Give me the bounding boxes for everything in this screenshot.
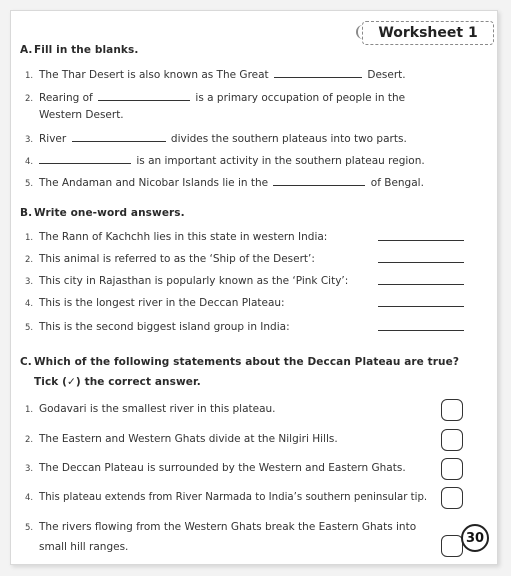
question-text: is an important activity in the southern plateau region. — [136, 155, 425, 167]
one-word-question-3 — [25, 275, 348, 289]
question-number: 2. — [25, 435, 34, 445]
tick-box-1[interactable] — [441, 399, 463, 421]
section-a-letter: A. — [20, 44, 33, 56]
question-number: 4. — [25, 299, 34, 309]
question-text: of Bengal. — [370, 177, 424, 189]
question-text: The Andaman and Nicobar Islands lie in the — [39, 177, 269, 189]
question-text: The Rann of Kachchh lies in this state in western India: — [39, 231, 328, 243]
true-false-statement-2 — [25, 433, 338, 447]
question-text: is a primary occupation of people in the — [195, 92, 406, 104]
true-false-statement-3 — [25, 462, 406, 476]
fill-blank-2[interactable] — [98, 90, 190, 101]
question-number: 4. — [25, 157, 34, 167]
true-false-statement-5-line2: small hill ranges. — [39, 541, 129, 553]
fill-blank-question-2 — [25, 90, 405, 106]
question-text: This plateau extends from River Narmada to India’s southern peninsular tip. — [39, 492, 428, 503]
question-text: This city in Rajasthan is popularly known as the ‘Pink City’: — [39, 275, 349, 287]
question-number: 2. — [25, 94, 34, 104]
fill-blank-5[interactable] — [273, 175, 365, 186]
question-text: This animal is referred to as the ‘Ship of the Desert’: — [39, 253, 315, 265]
question-text: Godavari is the smallest river in this plateau. — [39, 403, 276, 415]
true-false-statement-4 — [25, 491, 427, 505]
question-text: The Thar Desert is also known as The Great — [39, 69, 269, 81]
question-text: The Eastern and Western Ghats divide at the Nilgiri Hills. — [39, 433, 338, 445]
fill-blank-question-1 — [25, 67, 406, 83]
fill-blank-question-3 — [25, 131, 407, 147]
section-b-title: Write one-word answers. — [34, 207, 185, 219]
page-number-badge: 30 — [461, 524, 489, 552]
section-c-title-line1: Which of the following statements about the Deccan Plateau are true? — [34, 356, 460, 368]
section-a-heading — [20, 44, 138, 56]
question-text: This is the longest river in the Deccan Plateau: — [39, 297, 285, 309]
fill-blank-question-2-line2: Western Desert. — [39, 109, 124, 121]
fill-blank-3[interactable] — [72, 131, 166, 142]
one-word-question-5 — [25, 321, 290, 335]
fill-blank-1[interactable] — [274, 67, 362, 78]
section-c-heading — [20, 356, 459, 368]
section-b-letter: B. — [20, 207, 33, 219]
question-text: This is the second biggest island group in India: — [39, 321, 290, 333]
answer-line-5[interactable] — [378, 330, 464, 331]
question-number: 1. — [25, 233, 34, 243]
section-a-title: Fill in the blanks. — [34, 44, 139, 56]
question-text: Rearing of — [39, 92, 93, 104]
true-false-statement-5 — [25, 521, 416, 535]
section-c-letter: C. — [20, 356, 32, 368]
true-false-statement-1 — [25, 403, 276, 417]
question-number: 3. — [25, 277, 34, 287]
question-number: 3. — [25, 464, 34, 474]
question-text: The Deccan Plateau is surrounded by the Western and Eastern Ghats. — [39, 462, 406, 474]
answer-line-2[interactable] — [378, 262, 464, 263]
worksheet-title: Worksheet 1 — [362, 21, 494, 45]
question-number: 5. — [25, 523, 34, 533]
question-number: 3. — [25, 135, 34, 145]
question-number: 5. — [25, 323, 34, 333]
one-word-question-2 — [25, 253, 315, 267]
answer-line-3[interactable] — [378, 284, 464, 285]
answer-line-1[interactable] — [378, 240, 464, 241]
question-text: divides the southern plateaus into two parts. — [170, 133, 407, 145]
question-number: 2. — [25, 255, 34, 265]
question-number: 5. — [25, 179, 34, 189]
question-text: Desert. — [367, 69, 406, 81]
one-word-question-1 — [25, 231, 327, 245]
question-number: 1. — [25, 405, 34, 415]
question-text: The rivers flowing from the Western Ghats break the Eastern Ghats into — [39, 521, 417, 533]
answer-line-4[interactable] — [378, 306, 464, 307]
tick-box-5[interactable] — [441, 535, 463, 557]
section-b-heading — [20, 207, 185, 219]
question-text: River — [39, 133, 67, 145]
question-number: 4. — [25, 493, 34, 503]
tick-box-3[interactable] — [441, 458, 463, 480]
tick-box-4[interactable] — [441, 487, 463, 509]
fill-blank-question-5 — [25, 175, 424, 191]
fill-blank-question-4 — [25, 153, 425, 169]
question-number: 1. — [25, 71, 34, 81]
tick-box-2[interactable] — [441, 429, 463, 451]
one-word-question-4 — [25, 297, 285, 311]
fill-blank-4[interactable] — [39, 153, 131, 164]
section-c-title-line2: Tick (✓) the correct answer. — [34, 376, 201, 388]
